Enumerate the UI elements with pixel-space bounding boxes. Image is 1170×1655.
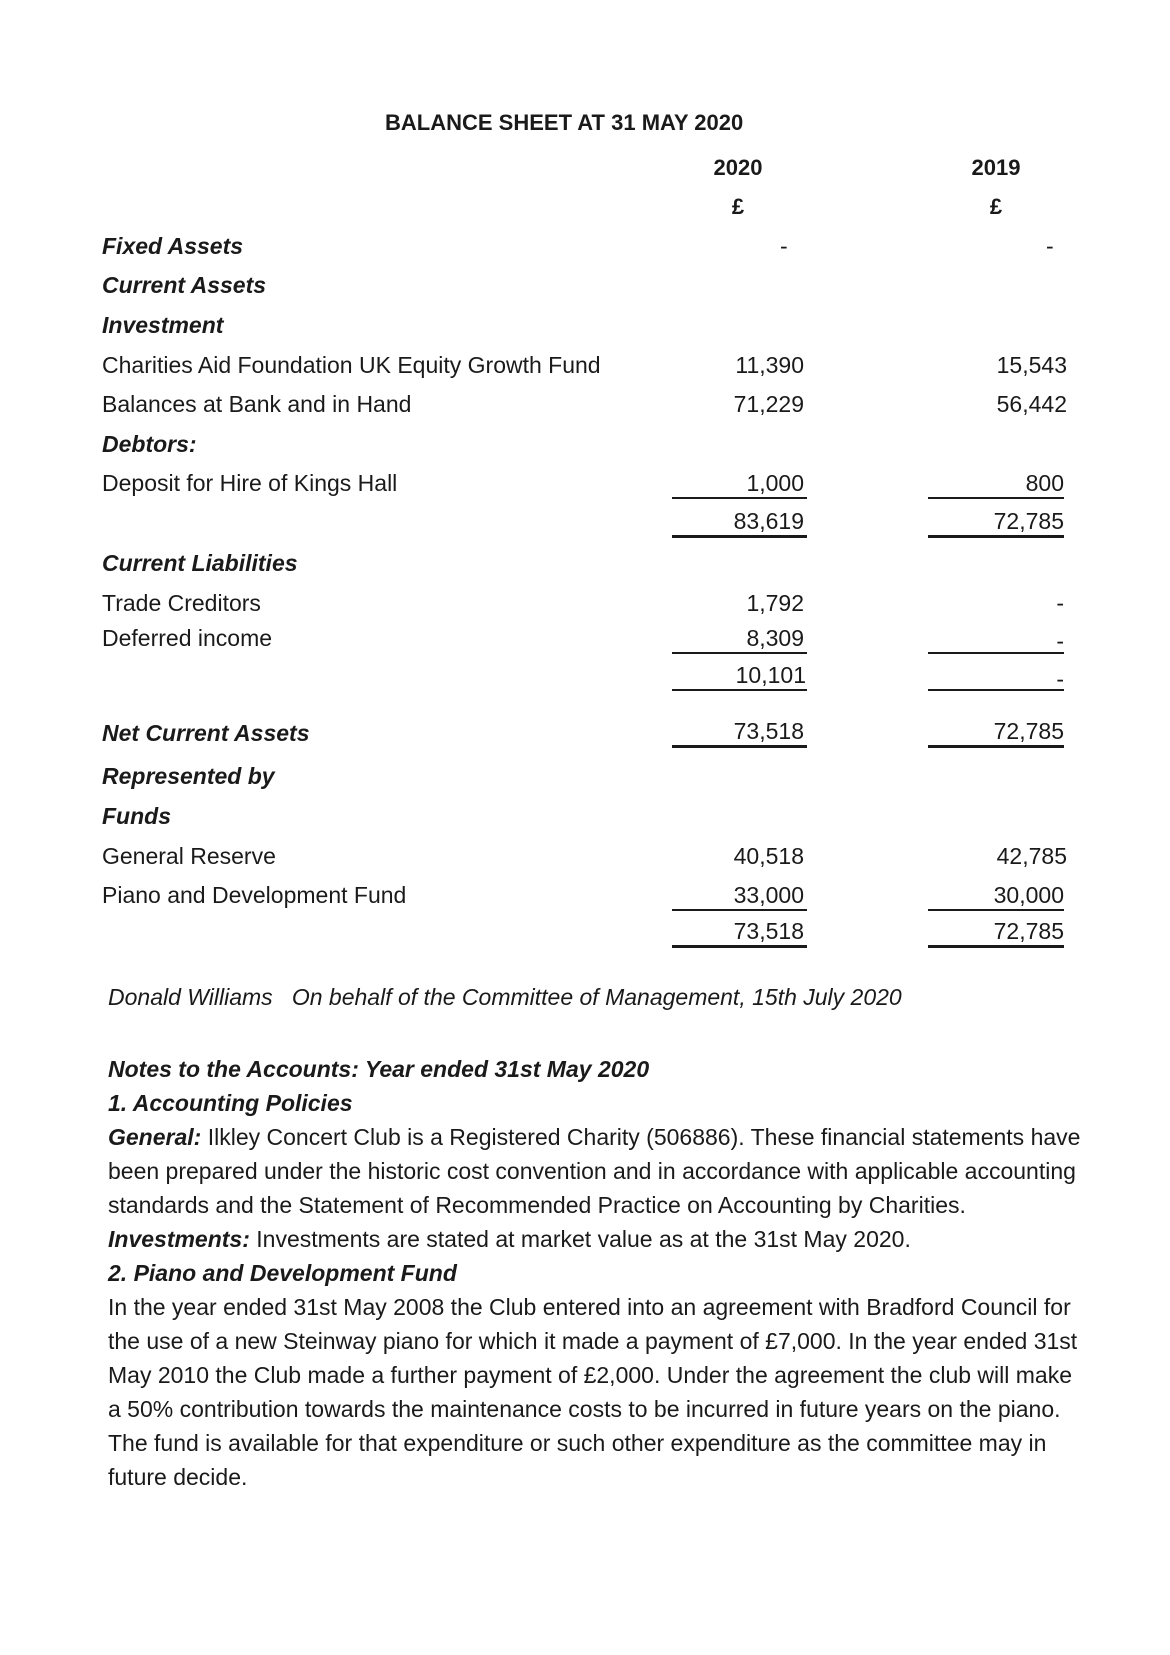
rule-piano-2020 <box>672 909 807 911</box>
rule-funds-total-2019 <box>928 945 1064 948</box>
label-piano-fund: Piano and Development Fund <box>102 882 407 908</box>
label-net-current-assets: Net Current Assets <box>102 720 310 746</box>
rule-funds-total-2020 <box>672 945 807 948</box>
rule-deferred-2020 <box>672 652 807 654</box>
label-bank: Balances at Bank and in Hand <box>102 391 412 417</box>
label-caf-fund: Charities Aid Foundation UK Equity Growth Fund <box>102 352 601 378</box>
label-deferred-income: Deferred income <box>102 625 273 651</box>
value-bank-2020: 71,229 <box>733 391 804 417</box>
value-general-reserve-2020: 40,518 <box>733 843 804 869</box>
notes-investments-paragraph <box>108 1222 1088 1256</box>
page-title: BALANCE SHEET AT 31 MAY 2020 <box>385 110 744 135</box>
label-deposit: Deposit for Hire of Kings Hall <box>102 470 398 496</box>
rule-cl-total-2020 <box>672 689 807 691</box>
value-current-assets-total-2020: 83,619 <box>733 508 804 534</box>
value-funds-total-2020: 73,518 <box>733 918 804 944</box>
notes-investments-label: Investments: <box>108 1226 250 1252</box>
value-caf-fund-2020: 11,390 <box>735 352 804 378</box>
value-piano-fund-2020: 33,000 <box>733 882 804 908</box>
label-current-liabilities: Current Liabilities <box>102 550 298 576</box>
rule-ca-total-2020 <box>672 535 807 538</box>
notes-section2-text: In the year ended 31st May 2008 the Club entered into an agreement with Bradford Council for the use of a new Steinway piano for which it made a payment of £7,000. In the year ended 31st May 2010 the Club made a further payment of £2,000. Under the agreement the club will make a 50% contribution towards the maintenance costs to be incurred in future years on the piano. The fund is available for that expenditure or such other expenditure as the committee may in future decide. <box>108 1294 1078 1490</box>
value-fixed-assets-2019: - <box>1046 233 1054 259</box>
value-deposit-2020: 1,000 <box>746 470 804 496</box>
rule-cl-total-2019 <box>928 689 1064 691</box>
value-current-liabilities-total-2019: - <box>1056 666 1064 692</box>
label-current-assets: Current Assets <box>102 272 267 298</box>
column-header-2019: 2019 <box>971 155 1021 180</box>
notes-investments-text: Investments are stated at market value as at the 31st May 2020. <box>249 1226 911 1252</box>
currency-header-2020: £ <box>731 194 745 219</box>
label-fixed-assets: Fixed Assets <box>102 233 244 259</box>
value-net-current-assets-2020: 73,518 <box>733 718 804 744</box>
rule-ca-total-2019 <box>928 535 1064 538</box>
currency-header-2019: £ <box>989 194 1003 219</box>
value-deferred-income-2019: - <box>1056 628 1064 654</box>
label-trade-creditors: Trade Creditors <box>102 590 261 616</box>
signature-line <box>108 984 902 1011</box>
value-deferred-income-2020: 8,309 <box>746 625 804 651</box>
value-caf-fund-2019: 15,543 <box>996 352 1067 378</box>
value-bank-2019: 56,442 <box>996 391 1067 417</box>
value-deposit-2019: 800 <box>1025 470 1064 496</box>
notes-general-text: Ilkley Concert Club is a Registered Charity (506886). These financial statements have been prepared under the historic cost convention and in accordance with applicable accounting standards and the Statement of Recommended Practice on Accounting by Charities. <box>108 1124 1081 1218</box>
value-trade-creditors-2020: 1,792 <box>746 590 804 616</box>
label-investment: Investment <box>102 312 224 338</box>
signature-text: On behalf of the Committee of Management, 15th July 2020 <box>291 984 902 1010</box>
value-piano-fund-2019: 30,000 <box>993 882 1064 908</box>
notes-section2-heading: 2. Piano and Development Fund <box>108 1260 457 1286</box>
value-current-assets-total-2019: 72,785 <box>993 508 1064 534</box>
value-funds-total-2019: 72,785 <box>993 918 1064 944</box>
label-debtors: Debtors: <box>102 431 197 457</box>
rule-deposit-2019 <box>928 497 1064 499</box>
signatory-name: Donald Williams <box>108 984 273 1010</box>
rule-deposit-2020 <box>672 497 807 499</box>
notes-section <box>108 1052 1088 1494</box>
value-current-liabilities-total-2020: 10,101 <box>735 662 806 688</box>
value-general-reserve-2019: 42,785 <box>996 843 1067 869</box>
rule-nca-2020 <box>672 745 807 748</box>
rule-deferred-2019 <box>928 652 1064 654</box>
rule-nca-2019 <box>928 745 1064 748</box>
label-funds: Funds <box>102 803 171 829</box>
value-net-current-assets-2019: 72,785 <box>993 718 1064 744</box>
value-fixed-assets-2020: - <box>780 233 788 259</box>
label-general-reserve: General Reserve <box>102 843 276 869</box>
label-represented-by: Represented by <box>102 763 275 789</box>
rule-piano-2019 <box>928 909 1064 911</box>
notes-heading: Notes to the Accounts: Year ended 31st May 2020 <box>108 1056 650 1082</box>
notes-section1-heading: 1. Accounting Policies <box>108 1090 353 1116</box>
value-trade-creditors-2019: - <box>1056 590 1064 616</box>
notes-general-label: General: <box>108 1124 202 1150</box>
column-header-2020: 2020 <box>713 155 763 180</box>
notes-general-paragraph <box>108 1120 1088 1222</box>
